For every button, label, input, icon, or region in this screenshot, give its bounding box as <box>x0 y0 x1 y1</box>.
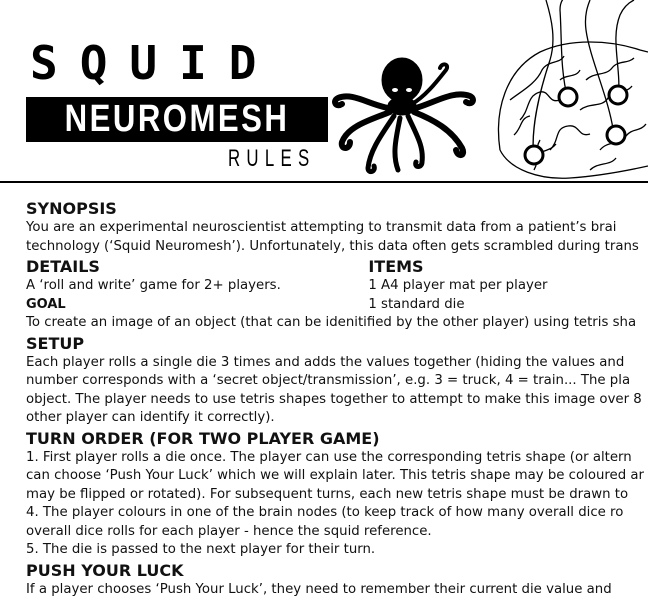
details-text: A ‘roll and write’ game for 2+ players. <box>26 278 281 293</box>
turn-order-heading: TURN ORDER (FOR TWO PLAYER GAME) <box>26 428 380 448</box>
header-divider <box>0 181 648 183</box>
rules-content <box>26 198 648 599</box>
title-rules: RULES <box>228 145 316 172</box>
title-neuromesh: NEUROMESH <box>64 98 290 140</box>
setup-line: object. The player needs to use tetris shapes together to attempt to make this image over 8 <box>26 391 642 407</box>
turn-order-line: can choose ‘Push Your Luck’ which we will explain later. This tetris shape may be coloured ar <box>26 468 645 483</box>
goal-heading: GOAL <box>26 296 66 312</box>
setup-line: other player can identify it correctly). <box>26 410 275 425</box>
octopus-icon <box>330 50 480 180</box>
title-squid: SQUID <box>30 36 279 90</box>
details-items-row <box>26 256 648 314</box>
goal-text: To create an image of an object (that can be idenitified by the other player) using tetris sha <box>26 315 637 330</box>
turn-order-line: overall dice rolls for each player - hence the squid reference. <box>26 523 432 539</box>
items-heading: ITEMS <box>368 257 424 276</box>
items-line: 1 A4 player mat per player <box>368 278 548 293</box>
synopsis-line: technology (‘Squid Neuromesh’). Unfortunately, this data often gets scrambled during trans <box>26 238 639 254</box>
synopsis-heading: SYNOPSIS <box>26 199 117 218</box>
brain-illustration <box>490 0 648 185</box>
turn-order-line: 1. First player rolls a die once. The player can use the corresponding tetris shape (or altern <box>26 449 632 465</box>
turn-order-line: 5. The die is passed to the next player for their turn. <box>26 542 376 557</box>
push-your-luck-heading: PUSH YOUR LUCK <box>26 560 184 580</box>
title-band <box>26 97 328 142</box>
setup-line: number corresponds with a ‘secret object/transmission’, e.g. 3 = truck, 4 = train... The pla <box>26 373 631 388</box>
setup-heading: SETUP <box>26 333 85 353</box>
turn-order-line: 4. The player colours in one of the brain nodes (to keep track of how many overall dice ro <box>26 505 624 520</box>
synopsis-line: You are an experimental neuroscientist attempting to transmit data from a patient’s brai <box>26 220 617 235</box>
setup-line: Each player rolls a single die 3 times and adds the values together (hiding the values and <box>26 354 625 370</box>
push-your-luck-line: If a player chooses ‘Push Your Luck’, they need to remember their current die value and <box>26 581 612 597</box>
header <box>0 0 648 185</box>
turn-order-line: may be flipped or rotated). For subsequent turns, each new tetris shape must be drawn to <box>26 486 629 502</box>
items-line: 1 standard die <box>368 296 465 312</box>
details-heading: DETAILS <box>26 257 100 276</box>
